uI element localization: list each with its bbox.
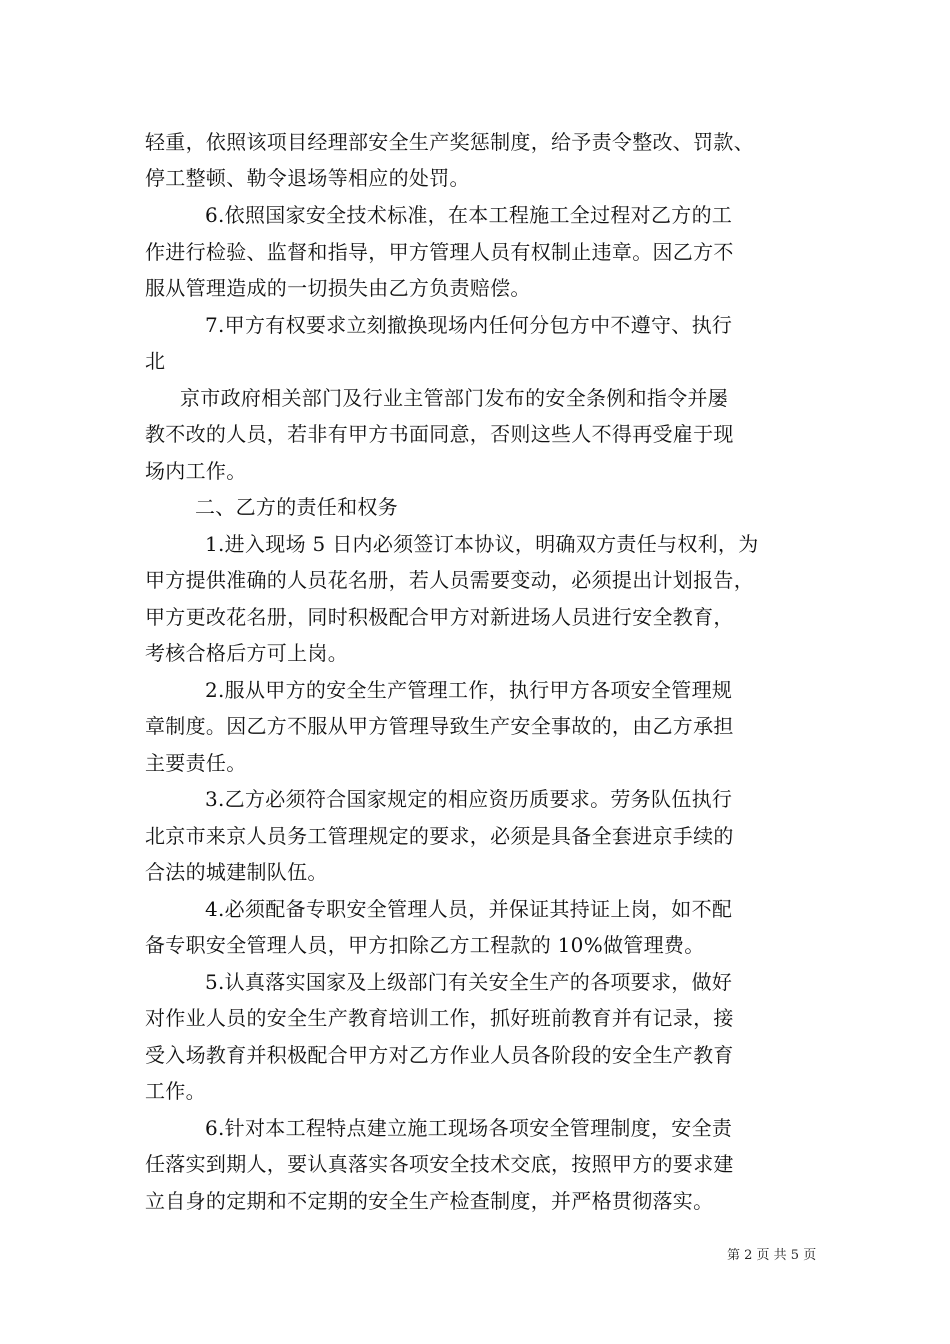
paragraph-2-start: 2.服从甲方的安全生产管理工作，执行甲方各项安全管理规 [205,678,733,702]
paragraph-4-start: 4.必须配备专职安全管理人员，并保证其持证上岗，如不配 [205,897,733,921]
section-heading: 二、乙方的责任和权务 [195,495,398,519]
paragraph-1-start: 1.进入现场 5 日内必须签订本协议，明确双方责任与权利，为 [205,532,759,556]
text-line: 考核合格后方可上岗。 [145,641,348,665]
text-line: 任落实到期人，要认真落实各项安全技术交底，按照甲方的要求建 [145,1152,734,1176]
text-line: 作进行检验、监督和指导，甲方管理人员有权制止违章。因乙方不 [145,240,734,264]
text-line: 甲方提供准确的人员花名册，若人员需要变动，必须提出计划报告， [145,568,754,592]
paragraph-7-start: 7.甲方有权要求立刻撤换现场内任何分包方中不遵守、执行 [205,313,733,337]
text-line: 主要责任。 [145,751,247,775]
paragraph-6b-start: 6.针对本工程特点建立施工现场各项安全管理制度，安全责 [205,1116,733,1140]
text-line: 对作业人员的安全生产教育培训工作，抓好班前教育并有记录，接 [145,1006,734,1030]
text-line: 甲方更改花名册，同时积极配合甲方对新进场人员进行安全教育， [145,605,734,629]
paragraph-3-start: 3.乙方必须符合国家规定的相应资历质要求。劳务队伍执行 [205,787,733,811]
text-line: 北京市来京人员务工管理规定的要求，必须是具备全套进京手续的 [145,824,734,848]
text-line: 章制度。因乙方不服从甲方管理导致生产安全事故的，由乙方承担 [145,714,734,738]
text-line: 教不改的人员，若非有甲方书面同意，否则这些人不得再受雇于现 [145,422,734,446]
text-line: 轻重，依照该项目经理部安全生产奖惩制度，给予责令整改、罚款、 [145,130,754,154]
paragraph-5-start: 5.认真落实国家及上级部门有关安全生产的各项要求，做好 [205,970,733,994]
paragraph-6-start: 6.依照国家安全技术标准，在本工程施工全过程对乙方的工 [205,203,733,227]
text-line: 受入场教育并积极配合甲方对乙方作业人员各阶段的安全生产教育 [145,1043,734,1067]
text-line: 合法的城建制队伍。 [145,860,328,884]
text-line: 工作。 [145,1079,206,1103]
text-line: 备专职安全管理人员，甲方扣除乙方工程款的 10%做管理费。 [145,933,705,957]
text-line: 服从管理造成的一切损失由乙方负责赔偿。 [145,276,531,300]
page-number: 第 2 页 共 5 页 [727,1248,817,1263]
text-line: 北 [145,349,166,373]
text-line: 场内工作。 [145,459,247,483]
text-line: 京市政府相关部门及行业主管部门发布的安全条例和指令并屡 [180,386,729,410]
text-line: 停工整顿、勒令退场等相应的处罚。 [145,166,470,190]
text-line: 立自身的定期和不定期的安全生产检查制度，并严格贯彻落实。 [145,1189,714,1213]
